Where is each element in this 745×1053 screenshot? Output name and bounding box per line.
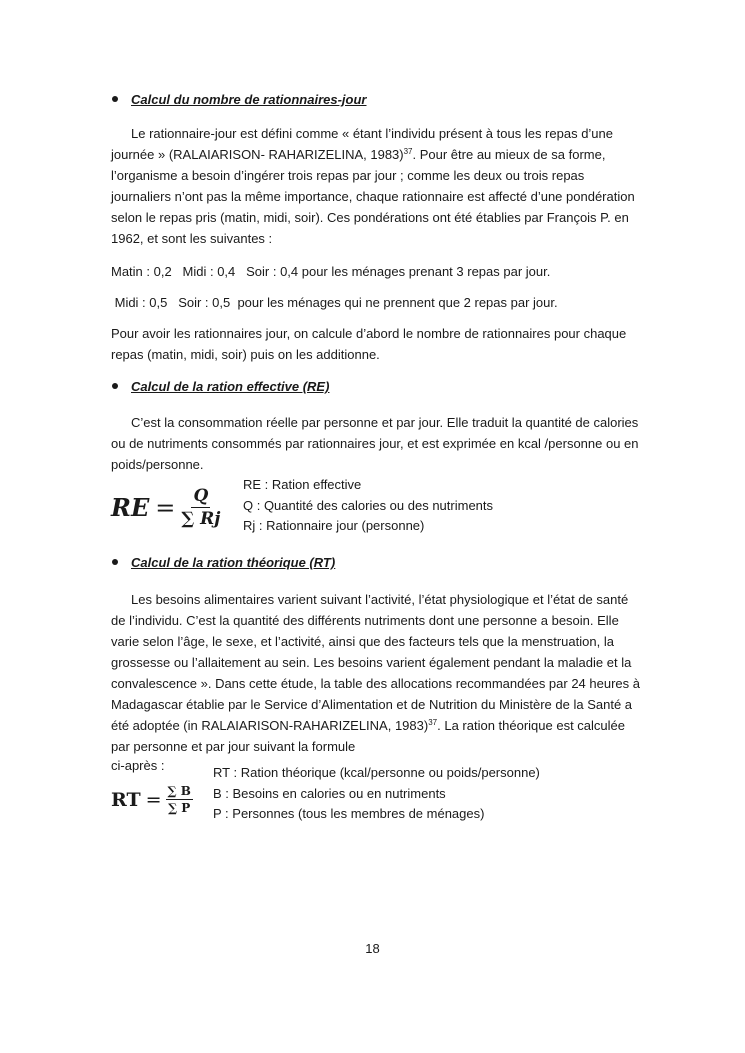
paragraph-rationnaire-definition [111,123,641,249]
paragraph-text: Le rationnaire-jour est défini comme « étant l’individu présent à tous les repas d’une journée » (RALAIARISON- RAHARIZELINA, 1983) [111,126,613,162]
formula-denominator: ∑ P [168,801,191,815]
formula-numerator: ∑ B [167,784,191,798]
section-heading-re [112,379,329,394]
paragraph-text-cont: . La ration théorique est calculée par personne et par jour suivant la formule [111,718,626,754]
formula-rt [111,784,193,815]
formula-fraction [166,784,193,815]
formula-equals: = [155,493,176,522]
formula-fraction [181,486,220,529]
page-number: 18 [365,941,380,956]
footnote-ref: 37 [403,147,413,156]
paragraph-re-definition: C’est la consommation réelle par personne et par jour. Elle traduit la quantité de calories ou de nutriments consommés par rationnaires jour, et est exprimée en kcal /personne ou en poids/personne. [111,415,639,472]
legend-item: Q : Quantité des calories ou des nutriments [243,497,494,513]
heading-text: Calcul du nombre de rationnaires-jour [131,92,367,107]
heading-text: Calcul de la ration effective (RE) [131,379,330,394]
formula-numerator: Q [193,486,209,506]
section-heading-rationnaires [112,92,366,107]
footnote-ref: 37 [428,718,438,727]
formula-lhs: RT [111,788,141,811]
paragraph-text: Les besoins alimentaires varient suivant l’activité, l’état physiologique et l’état de santé de l’individu. C’est la quantité des différents nutriments dont une personne a besoin. Elle varie selon l’âge, le sexe, et l’activité, ainsi que des facteurs tels que la menstruation, la grossesse ou l’allaitement au sein. Les besoins varient également pendant la maladie et la convalescence ». Dans cette étude, la table des allocations recommandées par 24 heures à Madagascar établie par le Service d’Alimentation et de Nutrition du Ministère de la Santé a été adoptée (in RALAIARISON-RAHARIZELINA, 1983) [111,592,640,733]
bullet-icon [112,96,118,102]
formula-denominator: ∑ Rj [181,509,221,529]
legend-re [243,475,493,537]
weights-three-meals: Matin : 0,2 Midi : 0,4 Soir : 0,4 pour les ménages prenant 3 repas par jour. [111,264,551,279]
paragraph-last-line: ci-après : [111,758,165,773]
paragraph-rt-definition [111,589,641,757]
weights-two-meals: Midi : 0,5 Soir : 0,5 pour les ménages qui ne prennent que 2 repas par jour. [111,295,558,310]
heading-text: Calcul de la ration théorique (RT) [131,555,336,570]
bullet-icon [112,559,118,565]
legend-rt [213,763,540,825]
legend-item: P : Personnes (tous les membres de ménages) [213,806,485,821]
paragraph-text-cont: . Pour être au mieux de sa forme, l’organisme a besoin d’ingérer trois repas par jour ; comme les deux ou trois repas journaliers n’ont pas la même importance, chaque rationnaire est affecté d’une pondération selon le repas pris (matin, midi, soir). Ces pondérations ont été établies par François P. en 1962, et sont les suivantes : [111,147,635,246]
formula-lhs: RE [111,493,150,522]
bullet-icon [112,383,118,389]
legend-item: B : Besoins en calories ou en nutriments [213,785,446,801]
formula-equals: = [145,788,162,811]
legend-item: RE : Ration effective [243,477,362,492]
paragraph-rationnaire-sum: Pour avoir les rationnaires jour, on calcule d’abord le nombre de rationnaires pour chaque repas (matin, midi, soir) puis on les additionne. [111,326,627,362]
section-heading-rt [112,555,335,570]
legend-item: RT : Ration théorique (kcal/personne ou poids/personne) [213,765,540,780]
formula-re [111,486,220,529]
legend-item: Rj : Rationnaire jour (personne) [243,518,425,533]
